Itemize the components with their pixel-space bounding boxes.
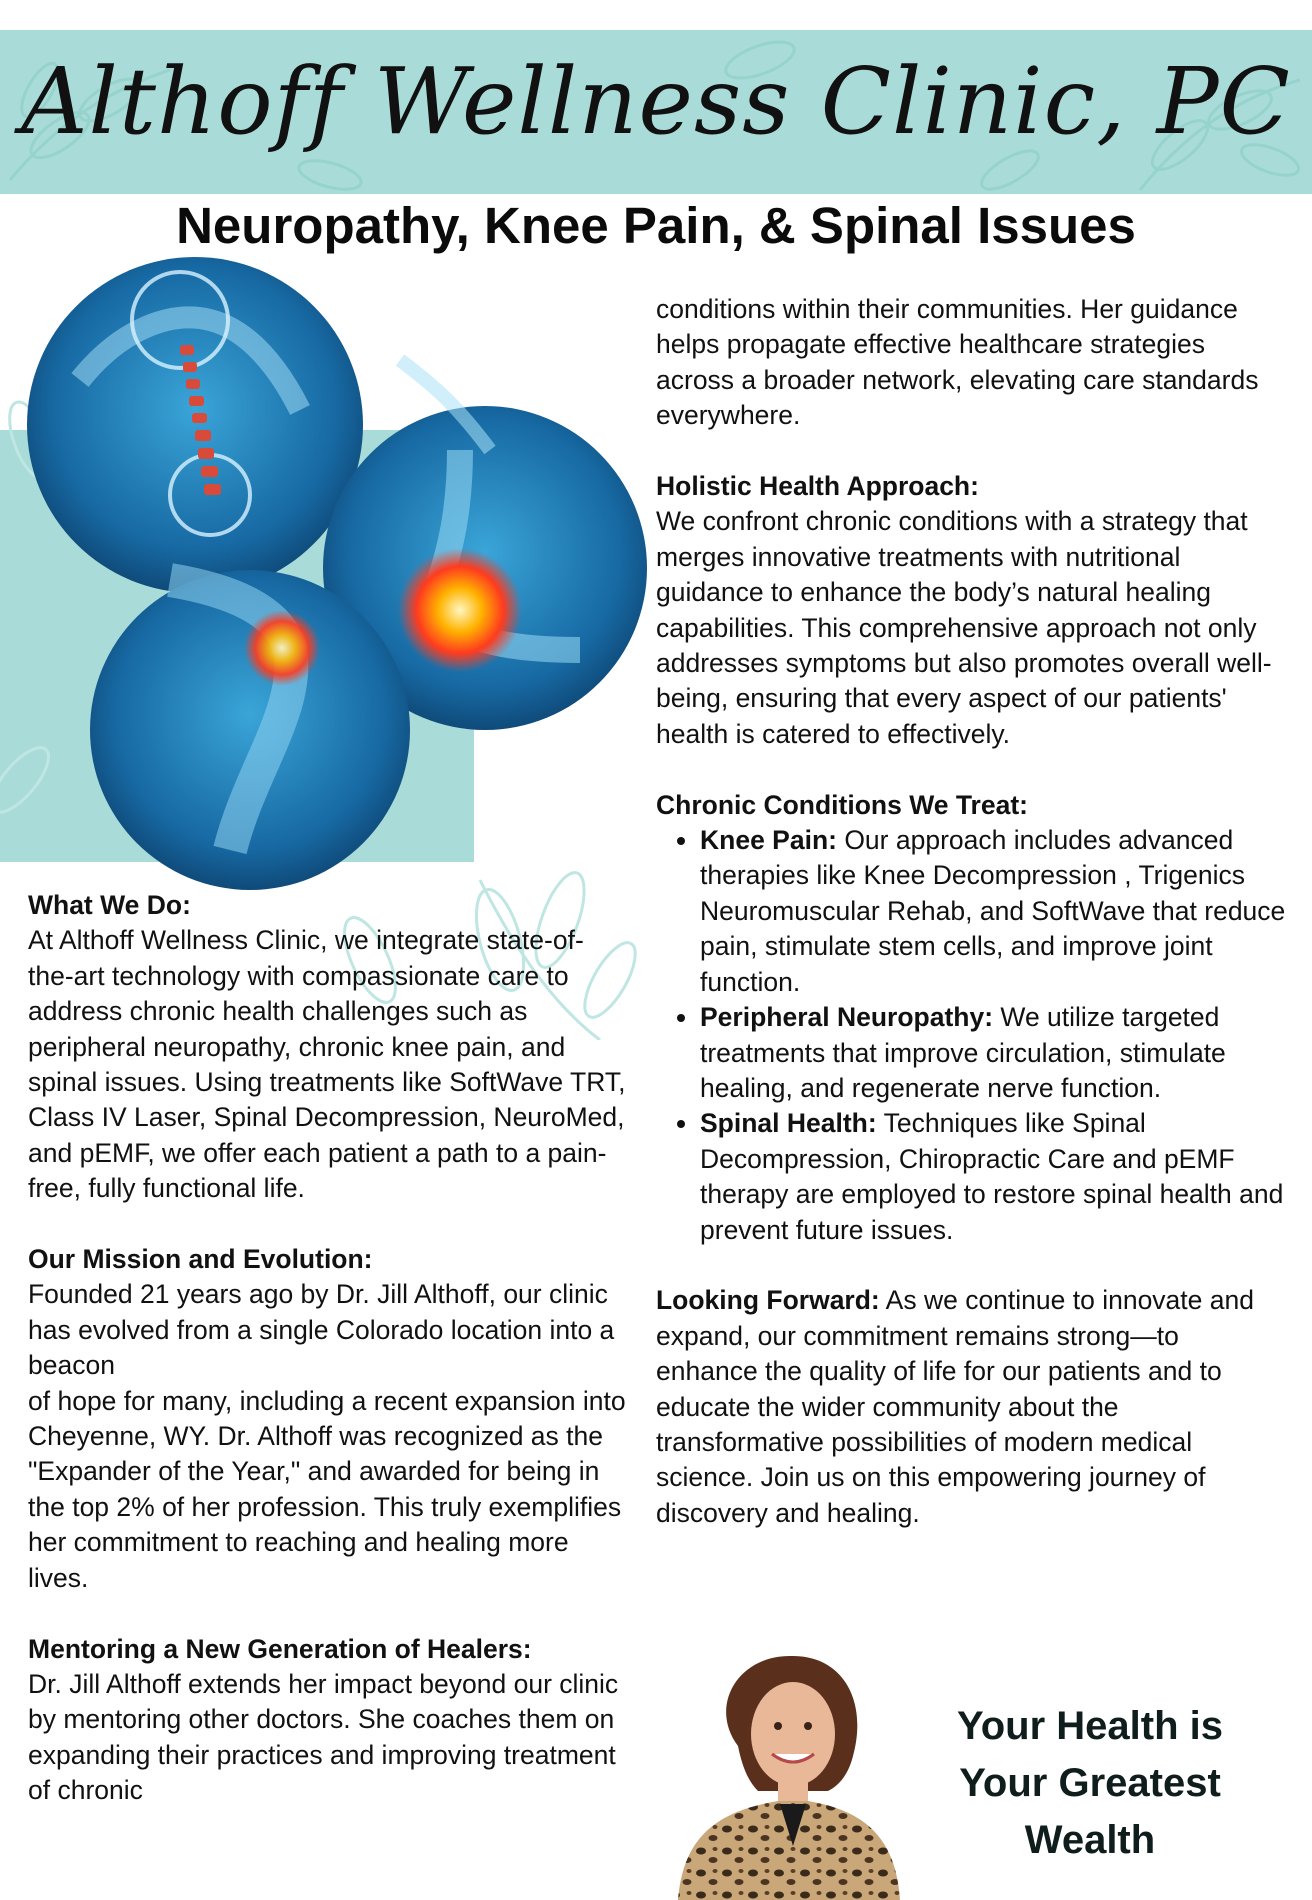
conditions-heading: Chronic Conditions We Treat:: [656, 789, 1028, 820]
conditions-list: [656, 823, 1286, 1248]
mission-body-2: of hope for many, including a recent expansion into Cheyenne, WY. Dr. Althoff was recognized as the "Expander of the Year," and awarded for being in the top 2% of her profession. This truly exemplifies her commitment to reaching and healing more lives.: [28, 1385, 626, 1593]
spine-circle: [27, 257, 363, 593]
knee-circle: [90, 570, 410, 890]
header-banner: [0, 30, 1312, 194]
clinic-name: Althoff Wellness Clinic, PC: [21, 48, 1291, 155]
looking-forward-paragraph: [656, 1283, 1286, 1531]
list-item: [700, 823, 1286, 1000]
mission-heading: Our Mission and Evolution:: [28, 1244, 373, 1275]
page-subtitle: Neuropathy, Knee Pain, & Spinal Issues: [176, 197, 1136, 254]
looking-forward-text: As we continue to innovate and expand, our commitment remains strong—to enhance the quality of life for our patients and to educate the wider community about the transformative possibilities of modern medical science. Join us on this empowering journey of discovery and healing.: [656, 1285, 1254, 1528]
condition-label: Knee Pain:: [700, 825, 837, 856]
tagline-line-2: Your Greatest: [959, 1761, 1221, 1805]
what-we-do-heading: What We Do:: [28, 890, 191, 920]
condition-label: Spinal Health:: [700, 1108, 877, 1139]
condition-text: Techniques like Spinal Decompression, Chiropractic Care and pEMF therapy are employed to restore spinal health and prevent future issues.: [700, 1108, 1284, 1245]
continuation-text: conditions within their communities. Her guidance helps propagate effective healthcare strategies across a broader network, elevating care standards everywhere.: [656, 294, 1259, 431]
holistic-heading: Holistic Health Approach:: [656, 471, 979, 502]
mission-body-1: Founded 21 years ago by Dr. Jill Althoff, our clinic has evolved from a single Colorado location into a beacon: [28, 1279, 615, 1381]
right-column: [656, 292, 1286, 1531]
doctor-portrait: [668, 1646, 908, 1900]
condition-text: We utilize targeted treatments that improve circulation, stimulate healing, and regenerate nerve function.: [700, 1002, 1226, 1103]
tagline: [900, 1698, 1280, 1869]
condition-text: Our approach includes advanced therapies like Knee Decompression , Trigenics Neuromuscular Rehab, and SoftWave that reduce pain, stimulate stem cells, and improve joint function.: [700, 825, 1286, 997]
what-we-do-body: At Althoff Wellness Clinic, we integrate state-of-the-art technology with compassionate care to address chronic health challenges such as peripheral neuropathy, chronic knee pain, and spinal issues. Using treatments like SoftWave TRT, Class IV Laser, Spinal Decompression, NeuroMed, and pEMF, we offer each patient a path to a pain-free, fully functional life.: [28, 925, 626, 1204]
list-item: [700, 1106, 1286, 1248]
condition-label: Peripheral Neuropathy:: [700, 1002, 994, 1033]
tagline-line-1: Your Health is: [957, 1704, 1223, 1748]
holistic-body: We confront chronic conditions with a strategy that merges innovative treatments with nutritional guidance to enhance the body’s natural healing capabilities. This comprehensive approach not only addresses symptoms but also promotes overall well-being, ensuring that every aspect of our patients' health is catered to effectively.: [656, 506, 1272, 749]
looking-forward-label: Looking Forward:: [656, 1285, 880, 1316]
medical-illustration: [20, 250, 650, 890]
mentoring-heading: Mentoring a New Generation of Healers:: [28, 1633, 532, 1664]
left-column: [28, 888, 628, 1809]
list-item: [700, 1000, 1286, 1106]
mentoring-body: Dr. Jill Althoff extends her impact beyond our clinic by mentoring other doctors. She coaches them on expanding their practices and improving treatment of chronic: [28, 1668, 619, 1806]
tagline-line-3: Wealth: [1024, 1818, 1156, 1862]
